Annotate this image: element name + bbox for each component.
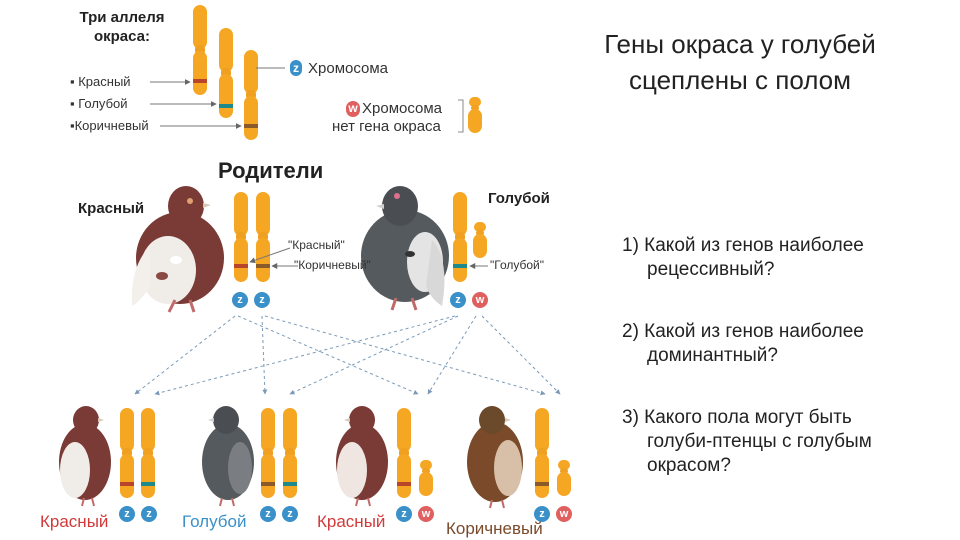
mother-chromosomes (453, 192, 487, 282)
child3-z-letter: z (401, 508, 407, 520)
child2-z1-letter: z (265, 508, 271, 520)
legend-chromosome-red (193, 5, 207, 95)
father-gene-red-label: "Красный" (288, 238, 345, 252)
legend-w-bracket (458, 100, 463, 132)
child3-w-letter: w (421, 508, 431, 520)
mother-label: Голубой (488, 190, 550, 207)
legend-z-chromosome-label: Хромосома (308, 60, 389, 77)
child1-pigeon-icon (59, 406, 111, 506)
legend-allele-red: ▪ Красный (70, 74, 131, 89)
question-2: 2) Какой из генов наиболее доминантный? (622, 321, 864, 366)
legend-z-badge: z (290, 60, 302, 76)
legend-allele-blue: ▪ Голубой (70, 96, 128, 111)
father-gene-brown-label: "Коричневый" (294, 258, 371, 272)
mother-w-letter: w (475, 294, 485, 306)
child1-label: Красный (40, 512, 109, 531)
child4-z-letter: z (539, 508, 545, 520)
child1-z2-letter: z (146, 508, 152, 520)
child3-chromosomes (397, 408, 433, 498)
father-badges (232, 292, 270, 308)
child4-pigeon-icon (467, 406, 523, 508)
legend-w-chromosome-icon (468, 97, 482, 133)
parents-heading: Родители (218, 158, 324, 183)
question-1: 1) Какой из генов наиболее рецессивный? (622, 235, 864, 280)
father-z2-letter: z (259, 294, 265, 306)
child1-chromosomes (120, 408, 155, 498)
child2-chromosomes (261, 408, 297, 498)
legend-title-line1: Три аллеля (79, 9, 165, 26)
legend-w-chromosome-label: Хромосома (362, 100, 443, 117)
title-line1: Гены окраса у голубей (604, 29, 876, 59)
child4-label: Коричневый (446, 519, 543, 538)
mother-pigeon-icon (361, 186, 449, 310)
child4-w-letter: w (559, 508, 569, 520)
title-line2: сцеплены с полом (628, 65, 852, 95)
legend-w-badge: w (346, 101, 360, 117)
mother-z-letter: z (455, 294, 461, 306)
inheritance-arrows (135, 316, 560, 394)
legend-allele-brown: ▪Коричневый (70, 118, 149, 133)
question-3: 3) Какого пола могут быть голуби-птенцы с голубым окрасом? (622, 407, 872, 476)
legend-title (62, 8, 182, 46)
mother-gene-blue-label: "Голубой" (490, 258, 545, 272)
father-pigeon-icon (132, 186, 224, 312)
legend-chromosome-brown (244, 50, 258, 140)
child3-label: Красный (317, 512, 386, 531)
child2-pigeon-icon (202, 406, 254, 506)
mother-badges (450, 292, 488, 308)
child3-pigeon-icon (336, 406, 388, 506)
father-label: Красный (78, 200, 145, 217)
father-z1-letter: z (237, 294, 243, 306)
child2-z2-letter: z (287, 508, 293, 520)
child2-label: Голубой (182, 512, 247, 531)
child1-z1-letter: z (124, 508, 130, 520)
father-chromosomes (234, 192, 270, 282)
legend-title-line2: окраса: (93, 28, 151, 45)
legend-arrows (150, 68, 285, 126)
legend-chromosome-blue (219, 28, 233, 118)
legend-w-no-gene-label: нет гена окраса (332, 118, 441, 135)
child4-chromosomes (535, 408, 571, 498)
page-title (540, 26, 940, 98)
